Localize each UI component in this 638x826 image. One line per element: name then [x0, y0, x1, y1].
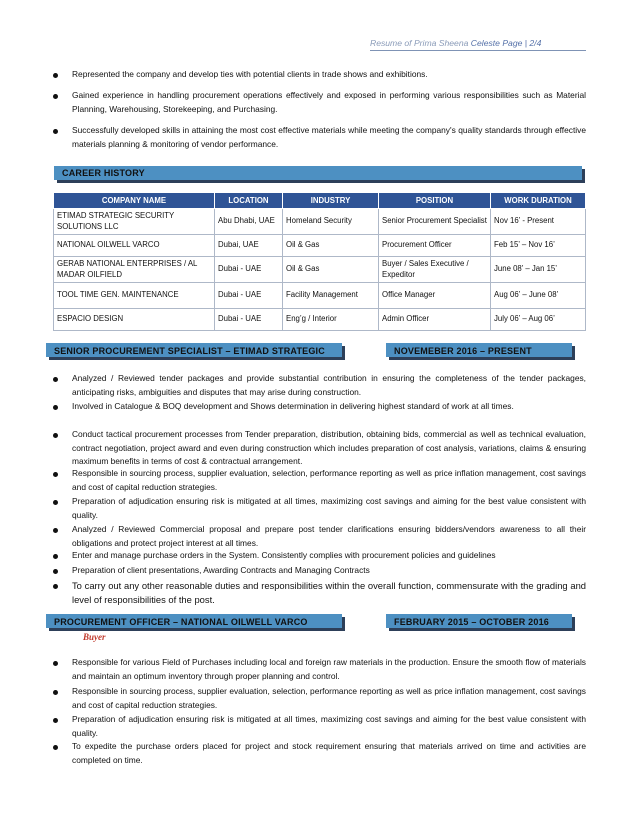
- column-header: POSITION: [379, 193, 491, 209]
- job1-bullet: Preparation of client presentations, Awarding Contracts and Managing Contracts: [52, 564, 586, 578]
- table-cell: Dubai - UAE: [215, 283, 283, 309]
- job1-bullet: To carry out any other reasonable duties and responsibilities within the overall function, commensurate with the grading and level of responsibilities of the post.: [52, 579, 586, 607]
- column-header: COMPANY NAME: [54, 193, 215, 209]
- job2-title-heading: PROCUREMENT OFFICER – NATIONAL OILWELL VARCO: [46, 614, 342, 628]
- job1-bullet: Enter and manage purchase orders in the System. Consistently complies with procurement policies and guidelines: [52, 549, 586, 563]
- table-cell: ETIMAD STRATEGIC SECURITY SOLUTIONS LLC: [54, 209, 215, 235]
- job1-dates-heading: NOVEMEBER 2016 – PRESENT: [386, 343, 572, 357]
- job1-bullet: Preparation of adjudication ensuring risk is mitigated at all times, maximizing cost savings and aiming for the best value consistent with quality.: [52, 495, 586, 522]
- table-cell: Eng’g / Interior: [283, 309, 379, 331]
- header-name: Resume of Prima Sheena: [370, 38, 469, 48]
- job2-dates-heading: FEBRUARY 2015 – OCTOBER 2016: [386, 614, 572, 628]
- table-cell: Admin Officer: [379, 309, 491, 331]
- table-cell: Feb 15’ – Nov 16’: [491, 235, 586, 257]
- table-cell: Dubai, UAE: [215, 235, 283, 257]
- career-history-heading: CAREER HISTORY: [54, 166, 582, 180]
- job1-bullet: Conduct tactical procurement processes from Tender preparation, distribution, obtaining bids, commercial as well as technical evaluation, contract negotiation, project award and even during construction which includes preparation of cost analysis, variations, claims & ensuring maximum benefits in terms of cost & contractual arrangement.: [52, 428, 586, 469]
- job2-role-label: Buyer: [83, 632, 106, 642]
- table-row: [54, 257, 586, 283]
- table-cell: Nov 16’ - Present: [491, 209, 586, 235]
- intro-bullet: Gained experience in handling procurement operations effectively and exposed in performing various responsibilities such as Material Planning, Warehousing, Storekeeping, and Purchasing.: [52, 89, 586, 116]
- table-cell: Senior Procurement Specialist: [379, 209, 491, 235]
- table-cell: Abu Dhabi, UAE: [215, 209, 283, 235]
- table-cell: NATIONAL OILWELL VARCO: [54, 235, 215, 257]
- intro-bullet: Represented the company and develop ties with potential clients in trade shows and exhibitions.: [52, 68, 586, 82]
- table-row: [54, 283, 586, 309]
- table-cell: Oil & Gas: [283, 257, 379, 283]
- table-cell: Oil & Gas: [283, 235, 379, 257]
- table-cell: Dubai - UAE: [215, 309, 283, 331]
- table-cell: ESPACIO DESIGN: [54, 309, 215, 331]
- career-history-table: [53, 192, 586, 331]
- header-page-label: Celeste Page | 2/4: [470, 38, 542, 48]
- job2-bullet: To expedite the purchase orders placed for project and stock requirement ensuring that materials arrived on time and activities are completed on time.: [52, 740, 586, 767]
- column-header: LOCATION: [215, 193, 283, 209]
- column-header: WORK DURATION: [491, 193, 586, 209]
- job2-bullet: Responsible in sourcing process, supplier evaluation, selection, performance reporting as well as price inflation management, cost savings and cost of capital reduction strategies.: [52, 685, 586, 712]
- table-cell: TOOL TIME GEN. MAINTENANCE: [54, 283, 215, 309]
- table-cell: Facility Management: [283, 283, 379, 309]
- job1-bullet: Involved in Catalogue & BOQ development and Shows determination in delivering highest standard of work at all times.: [52, 400, 586, 414]
- table-row: [54, 309, 586, 331]
- table-header-row: [54, 193, 586, 209]
- job2-bullet: Preparation of adjudication ensuring risk is mitigated at all times, maximizing cost savings and aiming for the best value consistent with quality.: [52, 713, 586, 740]
- job1-bullet: Analyzed / Reviewed tender packages and provide substantial contribution in ensuring the completeness of the tender packages, anticipating risks, ambiguities and disputes that may arise during construction.: [52, 372, 586, 399]
- job1-bullet: Responsible in sourcing process, supplier evaluation, selection, performance reporting as well as price inflation management, cost savings and cost of capital reduction strategies.: [52, 467, 586, 494]
- table-cell: Office Manager: [379, 283, 491, 309]
- job2-bullet: Responsible for various Field of Purchases including local and foreign raw materials in the production. Ensure the smooth flow of materials and maintain an optimum inventory through proper planning and control.: [52, 656, 586, 683]
- job1-title-heading: SENIOR PROCUREMENT SPECIALIST – ETIMAD STRATEGIC: [46, 343, 342, 357]
- table-cell: Homeland Security: [283, 209, 379, 235]
- table-cell: June 08’ – Jan 15’: [491, 257, 586, 283]
- table-cell: Buyer / Sales Executive / Expeditor: [379, 257, 491, 283]
- table-cell: GERAB NATIONAL ENTERPRISES / AL MADAR OILFIELD: [54, 257, 215, 283]
- job1-bullet: Analyzed / Reviewed Commercial proposal and prepare post tender clarifications ensuring bidders/vendors awareness to all their obligations and protect project interest at all times.: [52, 523, 586, 550]
- table-cell: July 06’ – Aug 06’: [491, 309, 586, 331]
- column-header: INDUSTRY: [283, 193, 379, 209]
- table-cell: Procurement Officer: [379, 235, 491, 257]
- table-cell: Dubai - UAE: [215, 257, 283, 283]
- table-row: [54, 209, 586, 235]
- intro-bullet: Successfully developed skills in attaining the most cost effective materials while meeting the company's quality standards through effective materials planning & monitoring of vendor performance.: [52, 124, 586, 151]
- table-cell: Aug 06’ – June 08’: [491, 283, 586, 309]
- table-row: [54, 235, 586, 257]
- page-header: [370, 38, 586, 51]
